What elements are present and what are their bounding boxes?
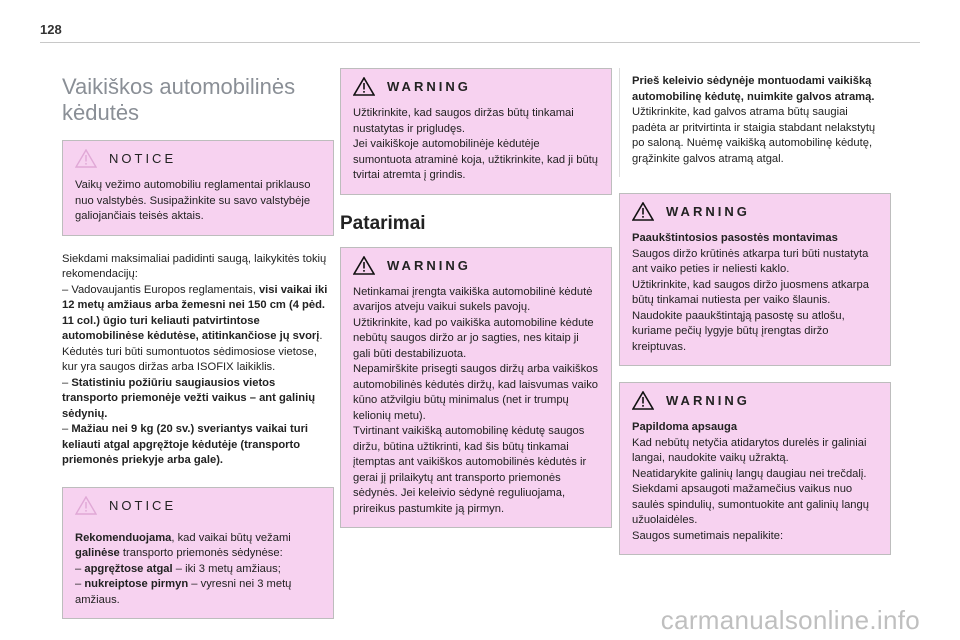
info-body [620, 68, 891, 177]
notice2-line2 [75, 562, 321, 578]
warning2-text3: Nepamirškite prisegti saugos diržų arba vaikiškos automobilinės kėdutės diržų, kad laisvumas vaiko kūno atžvilgiu būtų minimalus (net ir trumpų kelionių metu). [353, 363, 599, 422]
warning-triangle-icon [632, 391, 654, 410]
notice-header-2 [63, 488, 333, 523]
warning-body-3 [620, 229, 890, 365]
warning-box-4 [619, 382, 891, 555]
dash1-pre: – Vadovaujantis Europos reglamentais, [62, 283, 259, 296]
warning2-text2: Užtikrinkite, kad po vaikiška automobiline kėdute nebūtų saugos diržo ar jo sagties, nes kitaip ji gali būti destabilizuota. [353, 316, 594, 360]
notice-label-2: NOTICE [109, 497, 177, 513]
warning-label-1: WARNING [387, 79, 471, 94]
warning4-text4: Saugos sumetimais nepalikite: [632, 529, 784, 542]
warning-box-2 [340, 247, 612, 529]
warning3-bold: Paaukštintosios pasostės montavimas [632, 232, 838, 244]
notice2-rest-2: transporto priemonės sėdynėse: [119, 547, 283, 559]
notice2-bold-2: galinėse [75, 547, 120, 559]
warning-triangle-icon [353, 256, 375, 275]
dash1-bold: visi vaikai iki 12 metų amžiaus arba žemesni nei 150 cm (4 pėd. 11 col.) ūgio turi keliauti patvirtintose automobilinėse kėdutėse, atitinkančiose jų svorį [62, 283, 328, 342]
warning3-text3: Naudokite paaukštintąją pasostę su atlošu, kuriame pečių lygyje būtų įrengtas diržo kreiptuvas. [632, 309, 845, 353]
notice-body [63, 176, 333, 235]
notice-box [62, 140, 334, 236]
column-2 [340, 68, 612, 544]
dash3-bold: Mažiau nei 9 kg (20 sv.) sveriantys vaikai turi keliauti atgal apgręžtoje kėdutėje (transporto priemonės priekyje arba gale). [62, 423, 309, 466]
warning-header-4 [620, 383, 890, 418]
warning2-text1: Netinkamai įrengta vaikiška automobilinė kėdutė avarijos atveju vaikui sukels pavojų. [353, 285, 593, 313]
warning1-text1: Užtikrinkite, kad saugos diržas būtų tinkamai nustatytas ir prigludęs. [353, 107, 574, 135]
notice2-rest-3: – iki 3 metų amžiaus; [172, 562, 281, 575]
notice2-bold-3: apgręžtose atgal [84, 562, 173, 575]
notice-triangle-icon [75, 149, 97, 168]
warning-triangle-icon [632, 202, 654, 221]
notice-body-2 [63, 523, 333, 619]
warning-label-3: WARNING [666, 204, 750, 219]
dash1-post: . Kėdutės turi būti sumontuotos sėdimosiose vietose, kur yra saugos diržas arba ISOFIX laikiklis. [62, 330, 323, 373]
watermark: carmanualsonline.info [660, 605, 920, 635]
notice-text: Vaikų vežimo automobiliu reglamentai priklauso nuo valstybės. Susipažinkite su savo valstybėje galiojančiais teisės aktais. [75, 179, 311, 222]
header-rule [40, 42, 920, 43]
intro-text: Siekdami maksimaliai padidinti saugą, laikykitės tokių rekomendacijų: [62, 252, 327, 280]
warning-header-3 [620, 194, 890, 229]
warning3-text2: Užtikrinkite, kad saugos diržo juosmens atkarpa būtų tinkamai nutiesta per vaiko šlaunis. [632, 278, 869, 306]
warning4-bold: Papildoma apsauga [632, 421, 738, 433]
notice2-line3 [75, 577, 321, 608]
section-heading: Patarimai [340, 212, 426, 234]
notice2-line1 [75, 531, 321, 562]
dash3-pre: – [62, 423, 72, 435]
notice2-rest-1: , kad vaikai būtų vežami [171, 531, 291, 544]
notice-header [63, 141, 333, 176]
warning1-text2: Jei vaikiškoje automobilinėje kėdutėje sumontuota atraminė koja, užtikrinkite, kad ji būtų tvirtai atremta į grindis. [353, 138, 599, 181]
page-number: 128 [40, 22, 62, 37]
warning4-text2: Neatidarykite galinių langų daugiau nei trečdalį. [632, 467, 867, 480]
warning-label-4: WARNING [666, 393, 750, 408]
notice-box-2 [62, 487, 334, 620]
notice2-bold-1: Rekomenduojama [75, 531, 172, 544]
notice2-dash-3: – [75, 578, 85, 590]
dash2-bold: Statistiniu požiūriu saugiausios vietos transporto priemonėje vežti vaikus – ant galinių sėdynių. [62, 376, 316, 420]
dash2-pre: – [62, 376, 72, 389]
notice2-rest-4: – vyresni nei 3 metų amžiaus. [75, 578, 292, 606]
notice-label: NOTICE [109, 151, 177, 166]
column-1 [62, 60, 334, 635]
column-3 [619, 68, 891, 571]
warning-header-2 [341, 248, 611, 283]
warning4-text3: Siekdami apsaugoti mažamečius vaikus nuo saulės spindulių, sumontuokite ant galinių langų užuolaidėles. [632, 483, 869, 526]
warning-label-2: WARNING [387, 257, 471, 273]
section-title: Vaikiškos automobilinės kėdutės [62, 74, 296, 125]
warning2-text4: Tvirtinant vaikišką automobilinę kėdutę saugos diržu, būtina užtikrinti, kad šis būtų tinkamai įtemptas ant vaikiškos automobilinės kėdutės ir gerai jį prilaikytų ant transporto priemonės sėdynės. Jei keleivio sėdynė reguliuojama, prireikus pastumkite ją pirmyn. [353, 425, 587, 515]
info-bold: Prieš keleivio sėdynėje montuodami vaikišką automobilinę kėdutę, nuimkite galvos atramą. [632, 75, 875, 103]
intro-paragraph [62, 252, 334, 469]
warning-box-3 [619, 193, 891, 366]
warning-body-2 [341, 283, 611, 528]
warning-header-1 [341, 69, 611, 104]
warning-triangle-icon [353, 77, 375, 96]
notice2-bold-4: nukreiptose pirmyn [84, 578, 189, 590]
warning4-text1: Kad nebūtų netyčia atidarytos durelės ir galiniai langai, naudokite vaikų užraktą. [632, 436, 867, 464]
info-box [619, 68, 891, 177]
warning-body-1 [341, 104, 611, 194]
notice2-dash-2: – [75, 562, 85, 575]
warning3-text1: Saugos diržo krūtinės atkarpa turi būti nustatyta ant vaiko peties ir neliesti kaklo. [632, 247, 869, 275]
notice-triangle-icon [75, 496, 97, 515]
warning-body-4 [620, 418, 890, 554]
info-text: Užtikrinkite, kad galvos atrama būtų saugiai padėta ar pritvirtinta ir staigia stabdant nelakstytų po saloną. Nuėmę vaikišką automobilinę kėdutę, grąžinkite galvos atramą atgal. [632, 106, 876, 165]
warning-box-1 [340, 68, 612, 195]
